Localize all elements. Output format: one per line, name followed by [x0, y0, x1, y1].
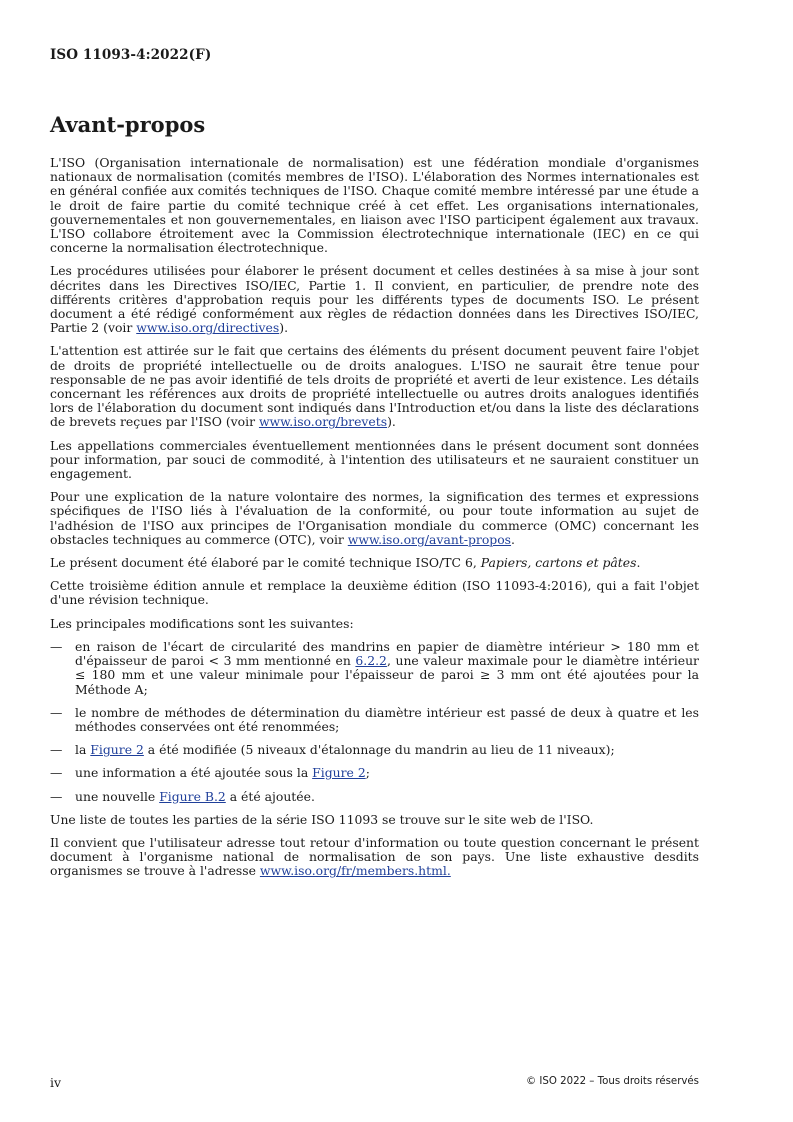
- committee-name: Papiers, cartons et pâtes: [480, 555, 637, 571]
- figure-b2-link[interactable]: Figure B.2: [159, 788, 226, 804]
- list-item: [50, 790, 699, 804]
- foreword-link[interactable]: www.iso.org/avant-propos: [347, 531, 512, 547]
- list-text: , une valeur maximale pour le diamètre intérieur ≤ 180 mm et une valeur minimale pour l'épaisseur de paroi ≥ 3 mm ont été ajoutées pour la Méthode A;: [75, 653, 699, 697]
- list-text: a été modifiée (5 niveaux d'étalonnage du mandrin au lieu de 11 niveaux);: [143, 742, 615, 758]
- list-item-text: le nombre de méthodes de détermination du diamètre intérieur est passé de deux à quatre et les méthodes conservées ont été renommées;: [75, 704, 699, 734]
- paragraph-tail: .: [636, 555, 641, 571]
- dash-bullet: —: [50, 638, 63, 654]
- list-text: une information a été ajoutée sous la: [75, 765, 313, 781]
- patents-link[interactable]: www.iso.org/brevets: [258, 414, 388, 430]
- list-item-text: [75, 790, 699, 804]
- page-number: iv: [50, 1075, 62, 1090]
- list-item: [50, 766, 699, 780]
- paragraph-text: Il convient que l'utilisateur adresse tout retour d'information ou toute question concernant le présent document à l'organisme national de normalisation de son pays. Une liste exhaustive desdits organismes se trouve à l'adresse: [50, 834, 699, 879]
- dash-bullet: —: [50, 788, 63, 804]
- document-id-header: ISO 11093-4:2022(F): [50, 47, 212, 63]
- paragraph-changes-intro: Les principales modifications sont les suivantes:: [50, 615, 354, 631]
- list-item: [50, 640, 699, 697]
- paragraph-feedback: [50, 836, 699, 879]
- dash-bullet: —: [50, 742, 63, 758]
- list-item-text: [75, 766, 699, 780]
- paragraph-tail: ).: [387, 414, 396, 430]
- paragraph-patents: [50, 344, 699, 429]
- paragraph-tail: .: [511, 531, 515, 547]
- copyright-notice: © ISO 2022 – Tous droits réservés: [525, 1076, 699, 1087]
- list-text: la: [75, 742, 91, 758]
- figure-2-link[interactable]: Figure 2: [90, 742, 144, 758]
- paragraph-iso-intro: L'ISO (Organisation internationale de normalisation) est une fédération mondiale d'organismes nationaux de normalisation (comités membres de l'ISO). L'élaboration des Normes internationales est en général confiée aux comités techniques de l'ISO. Chaque comité membre intéressé par une étude a le droit de faire partie du comité technique créé à cet effet. Les organisations internationales, gouvernementales et non gouvernementales, en liaison avec l'ISO participent également aux travaux. L'ISO collabore étroitement avec la Commission électrotechnique internationale (IEC) en ce qui concerne la normalisation électrotechnique.: [50, 155, 699, 256]
- list-text: a été ajoutée.: [225, 788, 315, 804]
- paragraph-text: Les procédures utilisées pour élaborer le présent document et celles destinées à sa mise à jour sont décrites dans les Directives ISO/IEC, Partie 1. Il convient, en particulier, de prendre note des différents critères d'approbation requis pour les différents types de documents ISO. Le présent document a été rédigé conformément aux règles de rédaction données dans les Directives ISO/IEC, Partie 2 (voir: [50, 263, 699, 336]
- paragraph-text: L'attention est attirée sur le fait que certains des éléments du présent document peuvent faire l'objet de droits de propriété intellectuelle ou de droits analogues. L'ISO ne saurait être tenue pour responsable de ne pas avoir identifié de tels droits de propriété et averti de leur existence. Les détails concernant les références aux droits de propriété intellectuelle ou autres droits analogues identifiés lors de l'élaboration du document sont indiqués dans l'Introduction et/ou dans la liste des déclarations de brevets reçues par l'ISO (voir: [50, 343, 699, 430]
- list-text: en raison de l'écart de circularité des mandrins en papier de diamètre intérieur > 180 mm et d'épaisseur de paroi < 3 mm mentionné en: [75, 638, 699, 669]
- list-text: une nouvelle: [75, 788, 160, 804]
- document-page: [50, 0, 699, 1122]
- dash-bullet: —: [50, 765, 63, 781]
- paragraph-procedures: [50, 264, 699, 335]
- list-item: [50, 743, 699, 757]
- figure-2-link[interactable]: Figure 2: [312, 765, 366, 781]
- list-item-text: [75, 640, 699, 697]
- paragraph-tail: ).: [279, 320, 289, 336]
- clause-link-6-2-2[interactable]: 6.2.2: [355, 653, 387, 669]
- directives-link[interactable]: www.iso.org/directives: [136, 320, 280, 336]
- paragraph-edition: Cette troisième édition annule et remplace la deuxième édition (ISO 11093-4:2016), qui a fait l'objet d'une révision technique.: [50, 578, 699, 608]
- dash-bullet: —: [50, 704, 63, 720]
- list-item: [50, 706, 699, 734]
- paragraph-committee: [50, 556, 699, 570]
- paragraph-text: Pour une explication de la nature volontaire des normes, la signification des termes et expressions spécifiques de l'ISO liés à l'évaluation de la conformité, ou pour toute information au sujet de l'adhésion de l'ISO aux principes de l'Organisation mondiale du commerce (OMC) concernant les obstacles techniques au commerce (OTC), voir: [50, 489, 699, 547]
- section-title: Avant-propos: [50, 112, 206, 137]
- paragraph-trade-names: Les appellations commerciales éventuellement mentionnées dans le présent document sont données pour information, par souci de commodité, à l'intention des utilisateurs et ne sauraient constituer un engagement.: [50, 437, 699, 482]
- foreword-body: [50, 156, 699, 888]
- list-text: ;: [365, 765, 370, 781]
- members-link[interactable]: www.iso.org/fr/members.html.: [259, 863, 451, 879]
- paragraph-text: Le présent document été élaboré par le comité technique ISO/TC 6,: [50, 555, 481, 571]
- paragraph-series: Une liste de toutes les parties de la série ISO 11093 se trouve sur le site web de l'ISO.: [50, 811, 594, 827]
- list-item-text: [75, 743, 699, 757]
- paragraph-voluntary-nature: [50, 490, 699, 547]
